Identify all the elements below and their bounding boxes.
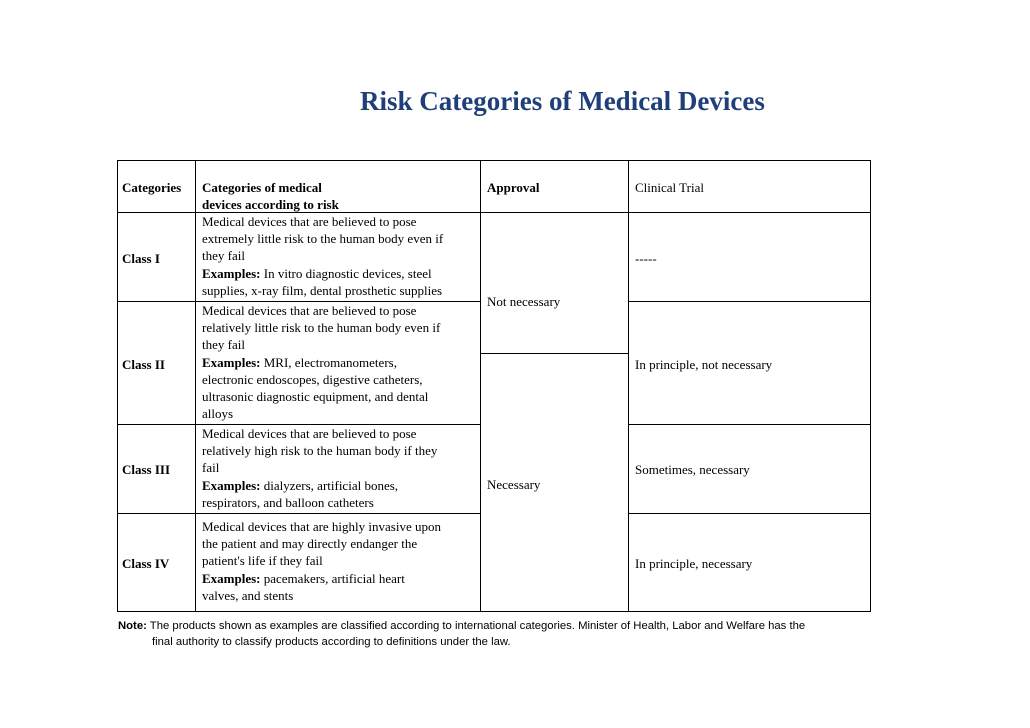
examples-line	[202, 265, 480, 282]
examples-text: MRI, electromanometers,	[260, 355, 397, 370]
header-clinical-trial: Clinical Trial	[635, 180, 704, 195]
examples-line	[202, 354, 480, 371]
examples-label: Examples:	[202, 355, 261, 370]
approval-value: Not necessary	[487, 294, 561, 309]
examples-text: respirators, and balloon catheters	[202, 495, 374, 510]
class-description	[202, 302, 480, 422]
examples-label: Examples:	[202, 571, 261, 586]
header-risk-line1: Categories of medical	[202, 180, 322, 195]
examples-text: dialyzers, artificial bones,	[260, 478, 399, 493]
desc-line: Medical devices that are believed to pose	[202, 214, 417, 229]
desc-line: Medical devices that are highly invasive upon	[202, 519, 441, 534]
examples-line	[202, 477, 480, 494]
examples-label: Examples:	[202, 266, 261, 281]
footnote-label: Note:	[118, 620, 147, 632]
clinical-trial-value: In principle, not necessary	[635, 357, 773, 372]
class-label: Class IV	[122, 556, 170, 571]
header-approval: Approval	[487, 180, 540, 195]
desc-line: the patient and may directly endanger the	[202, 536, 418, 551]
footnote	[118, 618, 918, 650]
desc-line: extremely little risk to the human body even if	[202, 231, 444, 246]
class-label: Class II	[122, 357, 165, 372]
examples-text: valves, and stents	[202, 588, 294, 603]
page-title: Risk Categories of Medical Devices	[360, 86, 765, 116]
class-description	[202, 518, 480, 604]
class-label: Class III	[122, 462, 171, 477]
clinical-trial-value: In principle, necessary	[635, 556, 753, 571]
desc-line: Medical devices that are believed to pose	[202, 303, 417, 318]
footnote-line2: final authority to classify products according to definitions under the law.	[152, 636, 511, 648]
desc-line: Medical devices that are believed to pose	[202, 426, 417, 441]
examples-label: Examples:	[202, 478, 261, 493]
examples-text: supplies, x-ray film, dental prosthetic supplies	[202, 283, 443, 298]
examples-text: ultrasonic diagnostic equipment, and dental	[202, 389, 429, 404]
examples-line	[202, 570, 480, 587]
header-categories: Categories	[122, 180, 182, 195]
desc-line: relatively little risk to the human body even if	[202, 320, 441, 335]
examples-text: electronic endoscopes, digestive catheters,	[202, 372, 423, 387]
examples-text: pacemakers, artificial heart	[260, 571, 405, 586]
class-description	[202, 213, 480, 299]
class-description	[202, 425, 480, 511]
footnote-line1: The products shown as examples are classified according to international categories. Minister of Health, Labor and Welfare has the	[146, 620, 806, 632]
examples-text: alloys	[202, 406, 234, 421]
clinical-trial-value: -----	[635, 251, 657, 266]
desc-line: fail	[202, 460, 220, 475]
desc-line: they fail	[202, 337, 245, 352]
desc-line: they fail	[202, 248, 245, 263]
desc-line: relatively high risk to the human body if they	[202, 443, 438, 458]
clinical-trial-value: Sometimes, necessary	[635, 462, 750, 477]
class-label: Class I	[122, 251, 160, 266]
header-risk-line2: devices according to risk	[202, 197, 339, 212]
approval-value: Necessary	[487, 477, 541, 492]
desc-line: patient's life if they fail	[202, 553, 323, 568]
header-risk-categories	[202, 179, 339, 213]
examples-text: In vitro diagnostic devices, steel	[260, 266, 432, 281]
